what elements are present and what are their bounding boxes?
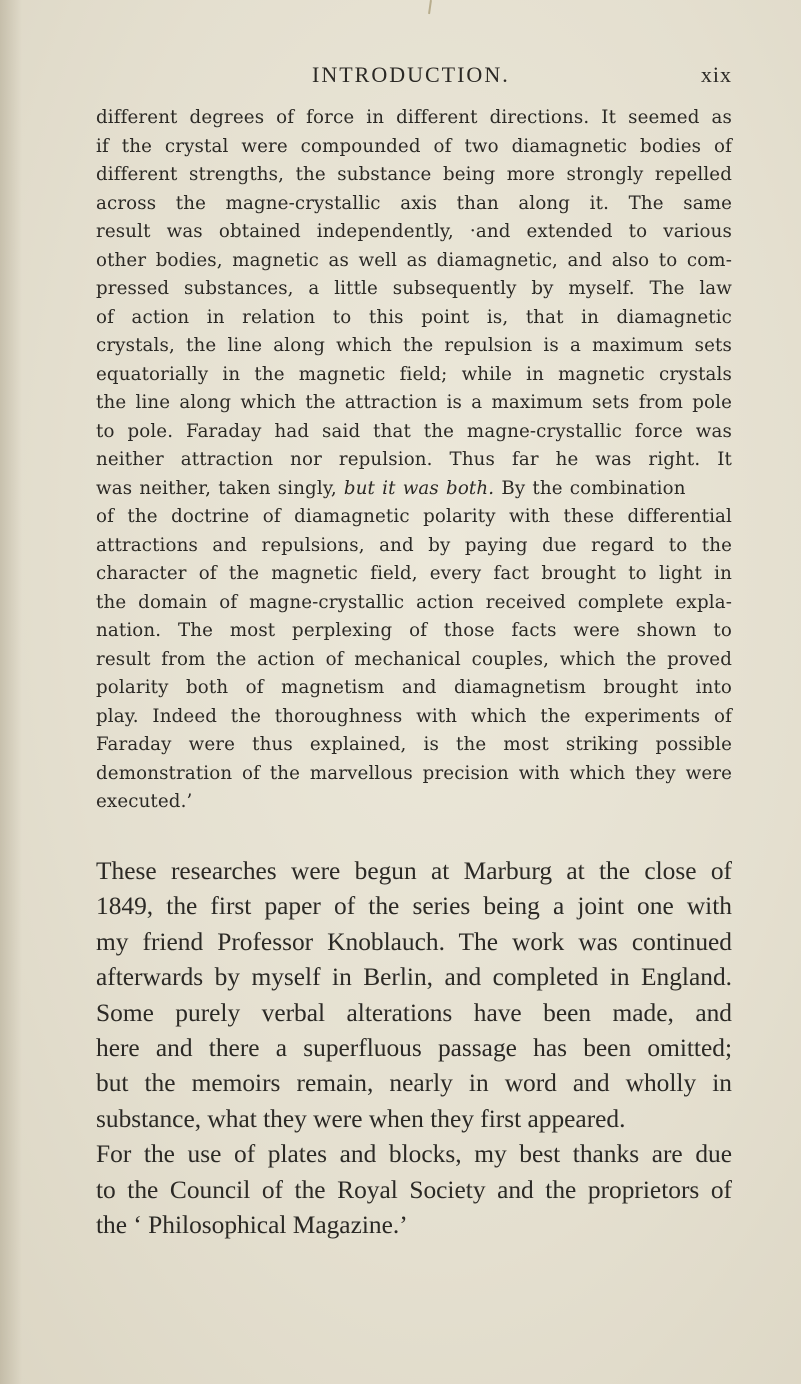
text-line: nation. The most perplexing of those facts were shown to — [96, 620, 732, 641]
text-line: polarity both of magnetism and diamagnetism brought into — [96, 677, 732, 698]
page-header — [96, 62, 732, 92]
text-line: result from the action of mechanical couples, which the proved — [96, 648, 732, 670]
text-line: play. Indeed the thoroughness with which the experiments of — [96, 705, 732, 727]
text-line: the domain of magne-crystallic action received complete expla- — [96, 591, 732, 613]
text-line: attractions and repulsions, and by paying due regard to the — [96, 534, 732, 556]
text-line: but the memoirs remain, nearly in word and wholly in — [96, 1069, 732, 1098]
text-line: different degrees of force in different directions. It seemed as — [96, 107, 732, 128]
text-line: 1849, the first paper of the series being a joint one with — [96, 892, 732, 921]
text-line: For the use of plates and blocks, my best thanks are due — [96, 1140, 732, 1169]
text-line: executed.’ — [96, 791, 193, 812]
quoted-extract — [96, 104, 732, 817]
text-line: different strengths, the substance being more strongly repelled — [96, 164, 732, 185]
text-line: the ‘ Philosophical Magazine.’ — [96, 1211, 408, 1240]
text-line: These researches were begun at Marburg at the close of — [96, 857, 732, 885]
text-line: here and there a superfluous passage has been omitted; — [96, 1034, 732, 1063]
text-run: By the combination — [494, 477, 686, 499]
text-line: to pole. Faraday had said that the magne-crystallic force was — [96, 420, 732, 442]
text-line: other bodies, magnetic as well as diamagnetic, and also to com- — [96, 249, 732, 271]
text-run: was neither, taken singly, — [96, 477, 337, 499]
gutter-shadow — [0, 0, 22, 1384]
text-line: pressed substances, a little subsequently by myself. The law — [96, 278, 732, 299]
text-line: equatorially in the magnetic field; while in magnetic crystals — [96, 363, 732, 385]
text-line: Faraday were thus explained, is the most striking possible — [96, 734, 732, 755]
text-line: Some purely verbal alterations have been made, and — [96, 998, 732, 1027]
text-line: character of the magnetic field, every fact brought to light in — [96, 563, 732, 584]
text-line: to the Council of the Royal Society and the proprietors of — [96, 1175, 732, 1204]
text-line: the line along which the attraction is a maximum sets from pole — [96, 392, 732, 413]
text-line: my friend Professor Knoblauch. The work was continued — [96, 927, 732, 956]
text-line: demonstration of the marvellous precision with which they were — [96, 762, 732, 784]
preface-paragraph — [96, 854, 732, 1243]
text-line: of action in relation to this point is, that in diamagnetic — [96, 306, 732, 328]
text-line: afterwards by myself in Berlin, and completed in England. — [96, 963, 732, 992]
running-head: INTRODUCTION. — [312, 62, 510, 87]
text-line: neither attraction nor repulsion. Thus far he was right. It — [96, 449, 732, 470]
text-line: substance, what they were when they first appeared. — [96, 1104, 626, 1133]
text-line: crystals, the line along which the repulsion is a maximum sets — [96, 335, 732, 356]
page-number: xix — [700, 62, 732, 87]
ink-mark — [428, 0, 432, 14]
text-line: of the doctrine of diamagnetic polarity with these differential — [96, 506, 732, 527]
text-line: if the crystal were compounded of two diamagnetic bodies of — [96, 135, 732, 157]
text-line: across the magne-crystallic axis than along it. The same — [96, 192, 732, 214]
text-line-mixed — [96, 475, 732, 504]
text-line: result was obtained independently, ·and extended to various — [96, 221, 732, 242]
italic-text: but it was both. — [343, 477, 495, 499]
